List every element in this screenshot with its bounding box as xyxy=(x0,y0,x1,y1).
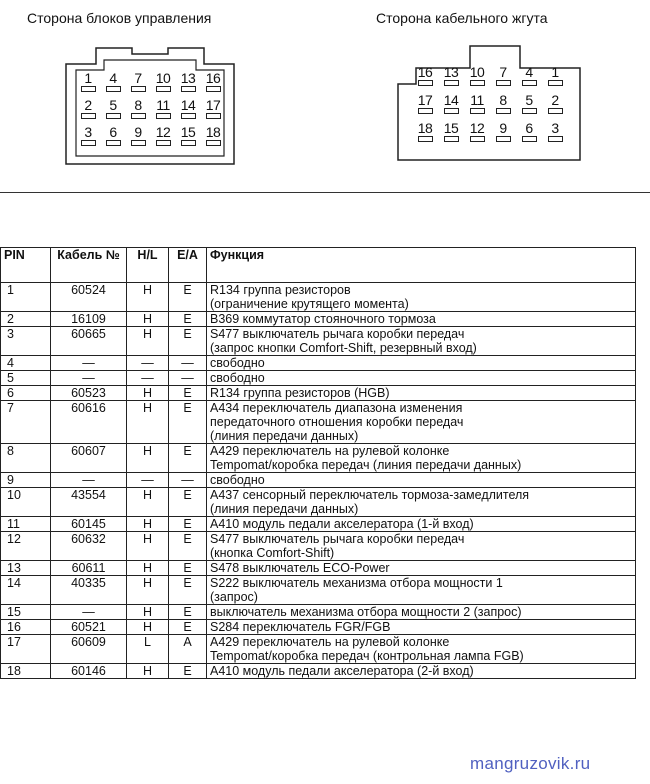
connector-pin-label: 4 xyxy=(525,64,533,80)
connector-pin-label: 3 xyxy=(84,124,92,140)
ea-cell: E xyxy=(169,401,207,444)
function-line: свободно xyxy=(210,371,265,385)
hl-cell: — xyxy=(127,356,169,371)
hl-cell: H xyxy=(127,327,169,356)
ea-cell: E xyxy=(169,576,207,605)
connector-pin-label: 13 xyxy=(180,70,196,86)
connector-pin-contact xyxy=(181,86,196,92)
function-line: R134 группа резисторов xyxy=(210,283,351,297)
table-row xyxy=(1,561,636,576)
function-line: R134 группа резисторов (HGB) xyxy=(210,386,390,400)
connector-pin-label: 2 xyxy=(84,97,92,113)
function-line: передаточного отношения коробки передач xyxy=(210,415,464,429)
function-line: A429 переключатель на рулевой колонке xyxy=(210,444,450,458)
table-row xyxy=(1,356,636,371)
connector-pin-contact xyxy=(548,136,563,142)
header-function: Функция xyxy=(207,248,636,283)
table-row xyxy=(1,327,636,356)
pin-cell: 14 xyxy=(1,576,51,605)
function-line: A434 переключатель диапазона изменения xyxy=(210,401,463,415)
function-line: свободно xyxy=(210,473,265,487)
connector-pin-label: 5 xyxy=(525,92,533,108)
connector-pin-label: 4 xyxy=(109,70,117,86)
function-line: A437 сенсорный переключатель тормоза-замедлителя xyxy=(210,488,530,502)
connector-pin-contact xyxy=(470,108,485,114)
function-cell xyxy=(207,327,636,356)
connector-pin-label: 11 xyxy=(470,92,484,108)
function-cell xyxy=(207,386,636,401)
connector-pin-contact xyxy=(106,113,121,119)
hl-cell: H xyxy=(127,488,169,517)
connector-pin-label: 13 xyxy=(443,64,459,80)
pin-cell: 2 xyxy=(1,312,51,327)
ea-cell: E xyxy=(169,283,207,312)
pin-cell: 10 xyxy=(1,488,51,517)
connector-pin-contact xyxy=(131,113,146,119)
cable-cell: — xyxy=(51,356,127,371)
function-cell xyxy=(207,312,636,327)
connector-pin-contact xyxy=(106,86,121,92)
watermark: mangruzovik.ru xyxy=(470,754,591,773)
table-row xyxy=(1,517,636,532)
ea-cell: E xyxy=(169,532,207,561)
pin-cell: 1 xyxy=(1,283,51,312)
section-divider xyxy=(0,192,650,193)
function-line: (ограничение крутящего момента) xyxy=(210,297,409,311)
connector-pin-contact xyxy=(131,140,146,146)
hl-cell: H xyxy=(127,532,169,561)
connector-pin-label: 6 xyxy=(109,124,117,140)
ea-cell: — xyxy=(169,473,207,488)
connector-pin-contact xyxy=(206,86,221,92)
connector-pin-contact xyxy=(81,113,96,119)
header-cable: Кабель № xyxy=(51,248,127,283)
hl-cell: H xyxy=(127,386,169,401)
pin-cell: 11 xyxy=(1,517,51,532)
table-row xyxy=(1,371,636,386)
hl-cell: H xyxy=(127,605,169,620)
ea-cell: E xyxy=(169,620,207,635)
hl-cell: H xyxy=(127,664,169,679)
connector-pin-contact xyxy=(522,108,537,114)
hl-cell: H xyxy=(127,561,169,576)
connector-pin-contact xyxy=(156,140,171,146)
function-cell xyxy=(207,371,636,386)
connector-pin-label: 9 xyxy=(134,124,142,140)
cable-cell: 60521 xyxy=(51,620,127,635)
pin-cell: 17 xyxy=(1,635,51,664)
pin-cell: 4 xyxy=(1,356,51,371)
ea-cell: E xyxy=(169,488,207,517)
function-cell xyxy=(207,664,636,679)
ea-cell: A xyxy=(169,635,207,664)
function-line: (линия передачи данных) xyxy=(210,502,359,516)
pin-cell: 3 xyxy=(1,327,51,356)
connector-pin-label: 7 xyxy=(499,64,507,80)
ea-cell: — xyxy=(169,371,207,386)
hl-cell: H xyxy=(127,517,169,532)
connector-pin-label: 5 xyxy=(109,97,117,113)
function-line: свободно xyxy=(210,356,265,370)
function-line: S222 выключатель механизма отбора мощности 1 xyxy=(210,576,503,590)
header-pin: PIN xyxy=(1,248,51,283)
function-line: выключатель механизма отбора мощности 2 (запрос) xyxy=(210,605,522,619)
ea-cell: E xyxy=(169,444,207,473)
ea-cell: E xyxy=(169,517,207,532)
connector-pin-contact xyxy=(131,86,146,92)
connector-pin-contact xyxy=(418,80,433,86)
connector-pin-label: 15 xyxy=(180,124,196,140)
function-cell xyxy=(207,532,636,561)
connector-pin-contact xyxy=(522,80,537,86)
table-row xyxy=(1,488,636,517)
connector-pin-contact xyxy=(81,86,96,92)
header-ea: E/A xyxy=(169,248,207,283)
pin-assignment-table xyxy=(0,247,636,679)
connector-pin-contact xyxy=(156,113,171,119)
pin-cell: 18 xyxy=(1,664,51,679)
cable-cell: — xyxy=(51,473,127,488)
connector-pin-label: 16 xyxy=(417,64,433,80)
hl-cell: — xyxy=(127,473,169,488)
pin-cell: 6 xyxy=(1,386,51,401)
connector-pin-label: 3 xyxy=(551,120,559,136)
cable-cell: 60611 xyxy=(51,561,127,576)
table-row xyxy=(1,532,636,561)
connector-pin-contact xyxy=(106,140,121,146)
cable-cell: 60665 xyxy=(51,327,127,356)
cable-cell: 60609 xyxy=(51,635,127,664)
connector-pin-label: 7 xyxy=(134,70,142,86)
connector-pin-label: 14 xyxy=(180,97,196,113)
connector-pin-label: 10 xyxy=(469,64,485,80)
ea-cell: E xyxy=(169,561,207,576)
function-line: A410 модуль педали акселератора (2-й вход) xyxy=(210,664,474,678)
function-line: S477 выключатель рычага коробки передач xyxy=(210,532,465,546)
connector-pin-label: 12 xyxy=(469,120,485,136)
pin-cell: 8 xyxy=(1,444,51,473)
ea-cell: — xyxy=(169,356,207,371)
cable-cell: 60524 xyxy=(51,283,127,312)
connector-pin-label: 14 xyxy=(443,92,459,108)
connector-pin-contact xyxy=(496,80,511,86)
connector-pin-label: 8 xyxy=(499,92,507,108)
connector-pin-contact xyxy=(206,140,221,146)
cable-cell: 40335 xyxy=(51,576,127,605)
cable-cell: — xyxy=(51,605,127,620)
table-row xyxy=(1,386,636,401)
pin-cell: 7 xyxy=(1,401,51,444)
hl-cell: L xyxy=(127,635,169,664)
connector-pin-label: 2 xyxy=(551,92,559,108)
connector-pin-contact xyxy=(496,136,511,142)
function-line: A429 переключатель на рулевой колонке xyxy=(210,635,450,649)
connector-pin-contact xyxy=(444,80,459,86)
hl-cell: H xyxy=(127,312,169,327)
function-cell xyxy=(207,444,636,473)
ea-cell: E xyxy=(169,327,207,356)
function-line: (линия передачи данных) xyxy=(210,429,359,443)
table-row xyxy=(1,664,636,679)
table-row xyxy=(1,576,636,605)
function-cell xyxy=(207,620,636,635)
function-line: Tempomat/коробка передач (линия передачи данных) xyxy=(210,458,522,472)
pin-cell: 15 xyxy=(1,605,51,620)
function-cell xyxy=(207,605,636,620)
connector-harness-side xyxy=(396,44,582,162)
connector-pin-label: 17 xyxy=(205,97,221,113)
connector-pin-contact xyxy=(444,136,459,142)
function-line: S477 выключатель рычага коробки передач xyxy=(210,327,465,341)
connector-pin-contact xyxy=(181,140,196,146)
connector-pin-label: 17 xyxy=(417,92,433,108)
function-cell xyxy=(207,283,636,312)
function-cell xyxy=(207,561,636,576)
connector-pin-contact xyxy=(206,113,221,119)
function-line: Tempomat/коробка передач (контрольная лампа FGB) xyxy=(210,649,524,663)
pin-cell: 16 xyxy=(1,620,51,635)
table-row xyxy=(1,283,636,312)
table-row xyxy=(1,401,636,444)
table-row xyxy=(1,312,636,327)
function-line: (запрос кнопки Comfort-Shift, резервный вход) xyxy=(210,341,477,355)
function-line: (запрос) xyxy=(210,590,258,604)
connector-pin-label: 11 xyxy=(156,97,170,113)
connector-pin-contact xyxy=(522,136,537,142)
cable-cell: 60523 xyxy=(51,386,127,401)
connector-pin-contact xyxy=(548,80,563,86)
function-line: B369 коммутатор стояночного тормоза xyxy=(210,312,436,326)
cable-cell: 60145 xyxy=(51,517,127,532)
ea-cell: E xyxy=(169,312,207,327)
function-line: S478 выключатель ECO-Power xyxy=(210,561,390,575)
connector-pin-contact xyxy=(470,80,485,86)
function-line: S284 переключатель FGR/FGB xyxy=(210,620,391,634)
pin-cell: 12 xyxy=(1,532,51,561)
function-cell xyxy=(207,488,636,517)
cable-cell: — xyxy=(51,371,127,386)
cable-cell: 60632 xyxy=(51,532,127,561)
ea-cell: E xyxy=(169,386,207,401)
connector-pin-contact xyxy=(418,108,433,114)
connector-pin-contact xyxy=(444,108,459,114)
cable-cell: 60607 xyxy=(51,444,127,473)
hl-cell: H xyxy=(127,283,169,312)
table-row xyxy=(1,444,636,473)
connector-pin-label: 18 xyxy=(417,120,433,136)
function-cell xyxy=(207,517,636,532)
table-header-row xyxy=(1,248,636,283)
caption-control-unit-side: Сторона блоков управления xyxy=(27,10,212,26)
cable-cell: 60616 xyxy=(51,401,127,444)
hl-cell: H xyxy=(127,620,169,635)
pin-cell: 9 xyxy=(1,473,51,488)
connector-pin-label: 15 xyxy=(443,120,459,136)
connector-pin-contact xyxy=(548,108,563,114)
connector-pin-contact xyxy=(156,86,171,92)
function-cell xyxy=(207,473,636,488)
connector-pin-label: 8 xyxy=(134,97,142,113)
function-cell xyxy=(207,635,636,664)
connector-pin-contact xyxy=(181,113,196,119)
connector-pin-label: 10 xyxy=(155,70,171,86)
function-cell xyxy=(207,356,636,371)
connector-pin-contact xyxy=(470,136,485,142)
connector-pin-label: 18 xyxy=(205,124,221,140)
hl-cell: H xyxy=(127,401,169,444)
caption-harness-side: Сторона кабельного жгута xyxy=(376,10,548,26)
connector-pin-contact xyxy=(81,140,96,146)
connector-pin-label: 1 xyxy=(551,64,559,80)
connector-control-unit-side xyxy=(64,46,236,166)
ea-cell: E xyxy=(169,605,207,620)
cable-cell: 43554 xyxy=(51,488,127,517)
pin-cell: 13 xyxy=(1,561,51,576)
connector-pin-label: 9 xyxy=(499,120,507,136)
pin-cell: 5 xyxy=(1,371,51,386)
connector-pin-label: 16 xyxy=(205,70,221,86)
table-row xyxy=(1,620,636,635)
table-row xyxy=(1,473,636,488)
connector-pin-contact xyxy=(496,108,511,114)
header-hl: H/L xyxy=(127,248,169,283)
connector-pin-label: 6 xyxy=(525,120,533,136)
function-cell xyxy=(207,401,636,444)
table-row xyxy=(1,635,636,664)
ea-cell: E xyxy=(169,664,207,679)
cable-cell: 16109 xyxy=(51,312,127,327)
connector-pin-contact xyxy=(418,136,433,142)
function-line: (кнопка Comfort-Shift) xyxy=(210,546,335,560)
function-line: A410 модуль педали акселератора (1-й вход) xyxy=(210,517,474,531)
table-row xyxy=(1,605,636,620)
connector-pin-label: 12 xyxy=(155,124,171,140)
connector-pin-label: 1 xyxy=(84,70,92,86)
function-cell xyxy=(207,576,636,605)
hl-cell: H xyxy=(127,576,169,605)
hl-cell: — xyxy=(127,371,169,386)
hl-cell: H xyxy=(127,444,169,473)
cable-cell: 60146 xyxy=(51,664,127,679)
